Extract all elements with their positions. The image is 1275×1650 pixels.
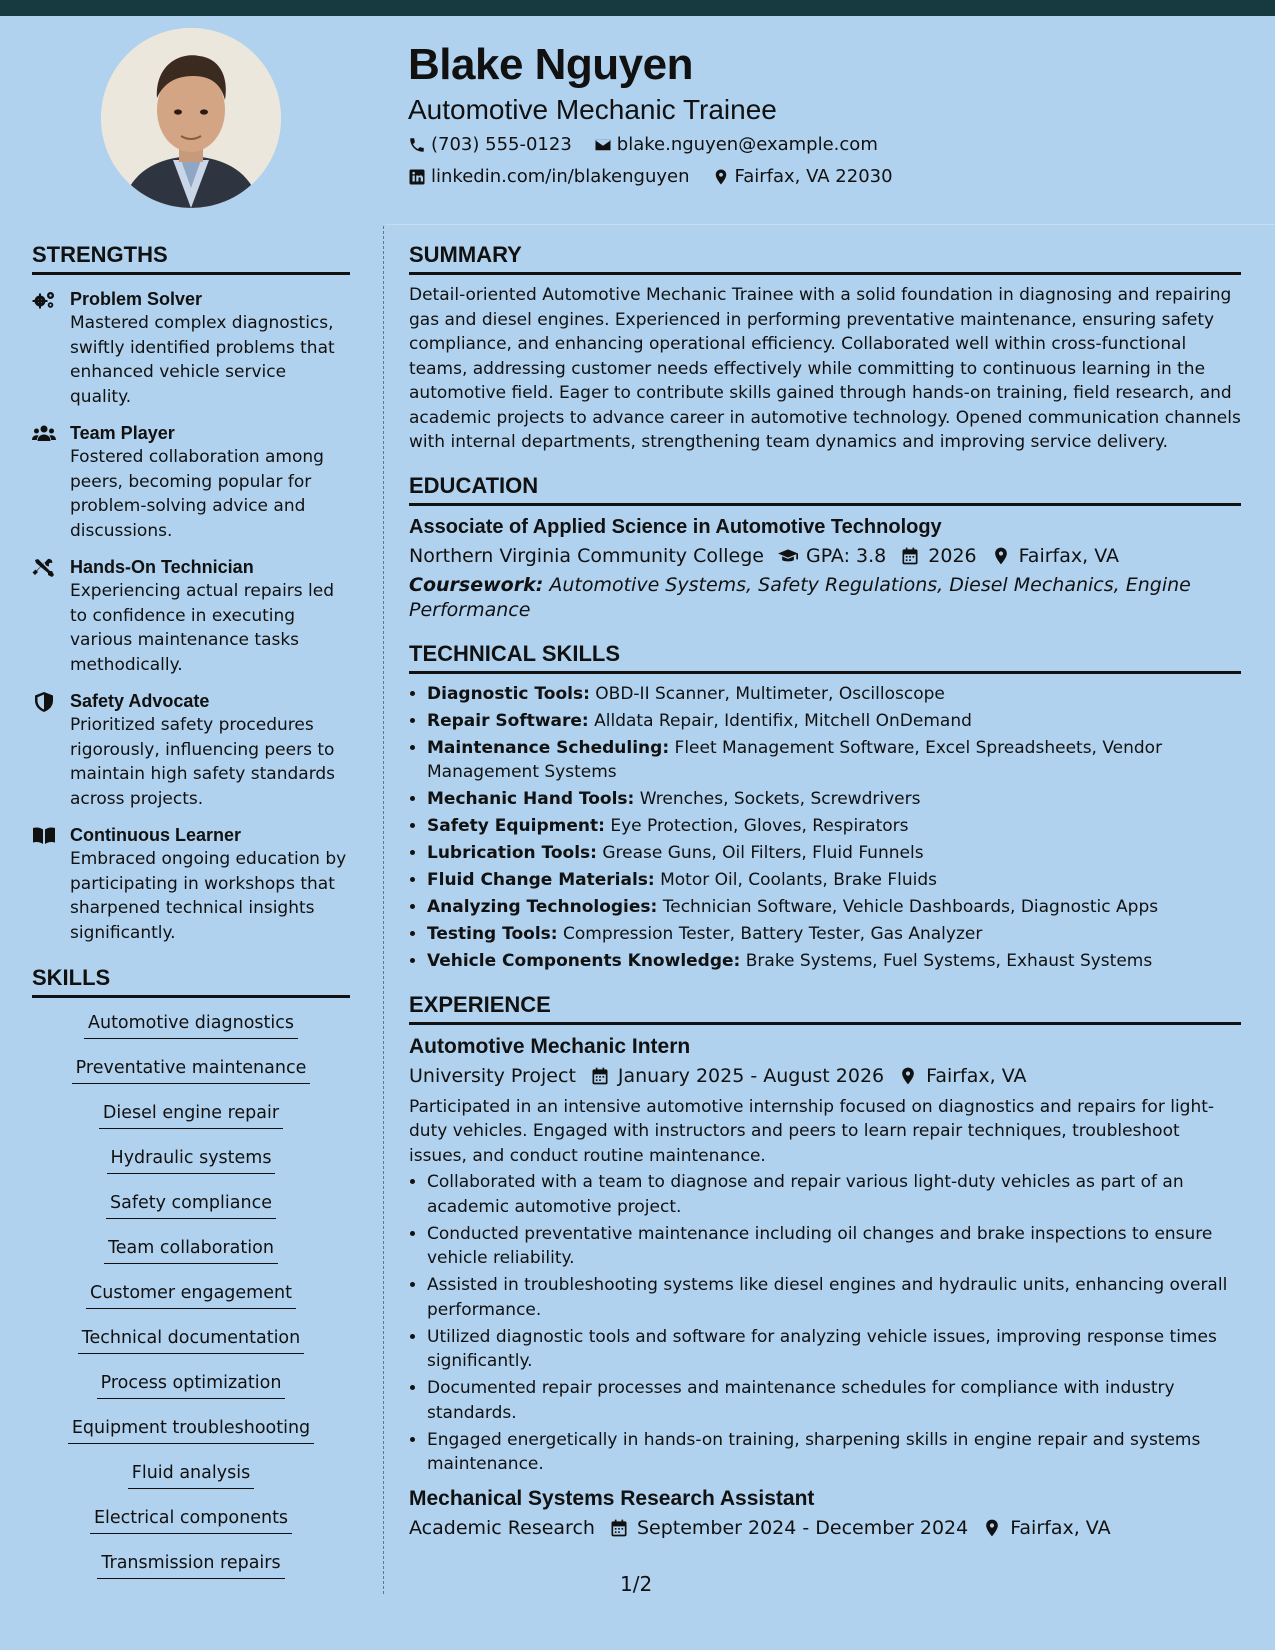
strength-desc: Prioritized safety procedures rigorously, influencing peers to maintain high safety standards across projects.: [70, 715, 336, 809]
column-divider: [383, 226, 384, 1594]
calendar-icon: [590, 1066, 610, 1086]
strength-desc: Experiencing actual repairs led to confidence in executing various maintenance tasks methodically.: [70, 581, 335, 675]
strength-desc: Fostered collaboration among peers, becoming popular for problem-solving advice and discussions.: [70, 447, 324, 541]
users-icon: [32, 424, 56, 444]
job-org: University Project: [409, 1064, 576, 1087]
summary-text: Detail-oriented Automotive Mechanic Trainee with a solid foundation in diagnosing and repairing gas and diesel engines. Experienced in performing preventative maintenance, ensuring safety compliance, and enhancing operational efficiency. Collaborated well within cross-functional teams, addressing customer needs effectively while committing to continuous learning in the automotive field. Eager to contribute skills gained through hands-on training, field research, and academic projects to advance career in automotive technology. Opened communication channels with internal departments, strengthening team dynamics and improving service delivery.: [409, 285, 1241, 452]
skill-item: Fluid analysis: [128, 1460, 254, 1489]
tech-skill-value: Fleet Management Software, Excel Spreadsheets, Vendor Management Systems: [427, 737, 1163, 782]
email-text: blake.nguyen@example.com: [616, 134, 878, 155]
strength-item: [32, 689, 350, 811]
tech-skill-value: Grease Guns, Oil Filters, Fluid Funnels: [602, 843, 924, 863]
school-name: Northern Virginia Community College: [409, 544, 764, 567]
calendar-icon: [900, 546, 920, 566]
tech-skill-item: [427, 787, 1241, 812]
job-bullet: • Engaged energetically in hands-on training, sharpening skills in engine repair and systems maintenance.: [427, 1428, 1241, 1477]
job-org: Academic Research: [409, 1516, 595, 1539]
tech-skill-label: Testing Tools:: [427, 924, 558, 944]
location-text: Fairfax, VA 22030: [734, 166, 893, 187]
strength-item: [32, 823, 350, 945]
job-title: Mechanical Systems Research Assistant: [409, 1486, 815, 1510]
map-pin-icon: [712, 168, 730, 186]
tech-skill-label: Vehicle Components Knowledge:: [427, 951, 741, 971]
education-meta: [409, 545, 1241, 567]
skill-item: Technical documentation: [78, 1325, 304, 1354]
tech-skill-item: [427, 814, 1241, 839]
tech-skill-value: Wrenches, Sockets, Screwdrivers: [639, 789, 921, 809]
linkedin-icon: [408, 168, 426, 186]
header-divider: [385, 224, 1275, 225]
linkedin-contact[interactable]: [408, 166, 690, 187]
technical-skills-heading: TECHNICAL SKILLS: [409, 641, 1241, 674]
job-dates: January 2025 - August 2026: [617, 1064, 885, 1087]
page-number: 1/2: [620, 1572, 653, 1596]
left-column: [32, 242, 350, 1595]
coursework: [409, 573, 1241, 623]
job-bullet: • Collaborated with a team to diagnose and repair various light-duty vehicles as part of an academic automotive project.: [427, 1170, 1241, 1219]
gears-icon: [32, 290, 56, 310]
tech-skill-value: Brake Systems, Fuel Systems, Exhaust Systems: [745, 951, 1153, 971]
strength-desc: Mastered complex diagnostics, swiftly identified problems that enhanced vehicle service quality.: [70, 313, 335, 407]
coursework-text: Automotive Systems, Safety Regulations, Diesel Mechanics, Engine Performance: [409, 573, 1191, 621]
tech-skill-label: Diagnostic Tools:: [427, 683, 590, 704]
job-bullet: • Assisted in troubleshooting systems like diesel engines and hydraulic units, enhancing overall performance.: [427, 1273, 1241, 1322]
job-bullets: [409, 1170, 1241, 1477]
tools-icon: [32, 558, 56, 578]
tech-skill-label: Fluid Change Materials:: [427, 870, 655, 890]
strength-title: Safety Advocate: [70, 691, 210, 711]
skill-item: Safety compliance: [106, 1190, 276, 1219]
skills-list: [32, 1010, 350, 1595]
education-heading: EDUCATION: [409, 473, 1241, 506]
job-location: Fairfax, VA: [926, 1064, 1027, 1087]
job-bullet: • Utilized diagnostic tools and software for analyzing vehicle issues, improving response times significantly.: [427, 1325, 1241, 1374]
tech-skill-value: Motor Oil, Coolants, Brake Fluids: [660, 870, 938, 890]
top-bar: [0, 0, 1275, 16]
envelope-icon: [594, 136, 612, 154]
phone-text: (703) 555-0123: [431, 134, 572, 155]
skill-item: Process optimization: [97, 1370, 286, 1399]
education-location: Fairfax, VA: [1018, 544, 1119, 567]
tech-skill-value: Eye Protection, Gloves, Respirators: [610, 816, 909, 836]
skill-item: Equipment troubleshooting: [68, 1415, 314, 1444]
technical-skills-list: [409, 682, 1241, 974]
job-meta: [409, 1065, 1241, 1087]
tech-skill-item: [427, 682, 1241, 707]
map-pin-icon: [898, 1066, 918, 1086]
contact-row-2: [408, 166, 909, 187]
candidate-name: Blake Nguyen: [408, 40, 693, 89]
graduation-year: 2026: [928, 544, 977, 567]
skill-item: Electrical components: [90, 1505, 292, 1534]
tech-skill-value: Alldata Repair, Identifix, Mitchell OnDemand: [594, 710, 972, 731]
strength-title: Hands-On Technician: [70, 557, 254, 577]
strength-title: Continuous Learner: [70, 825, 242, 845]
skill-item: Preventative maintenance: [72, 1055, 311, 1084]
tech-skill-label: Mechanic Hand Tools:: [427, 789, 635, 809]
tech-skill-label: Maintenance Scheduling:: [427, 737, 670, 758]
strength-item: [32, 421, 350, 543]
phone-icon: [408, 136, 426, 154]
profile-photo: [101, 28, 281, 208]
coursework-label: Coursework:: [409, 573, 544, 596]
graduation-cap-icon: [778, 546, 798, 566]
experience-heading: EXPERIENCE: [409, 992, 1241, 1025]
tech-skill-label: Safety Equipment:: [427, 816, 605, 836]
job-description: Participated in an intensive automotive internship focused on diagnostics and repairs for light-duty vehicles. Engaged with instructors and peers to learn repair techniques, troubleshoot issues, and conduct routine maintenance.: [409, 1096, 1215, 1166]
map-pin-icon: [982, 1518, 1002, 1538]
tech-skill-value: OBD-II Scanner, Multimeter, Oscilloscope: [595, 683, 945, 704]
candidate-role: Automotive Mechanic Trainee: [408, 94, 777, 125]
strength-title: Team Player: [70, 423, 175, 443]
tech-skill-item: [427, 895, 1241, 920]
location-contact: [712, 166, 893, 187]
shield-icon: [32, 692, 56, 712]
phone-contact[interactable]: [408, 134, 572, 155]
tech-skill-label: Lubrication Tools:: [427, 843, 597, 863]
email-contact[interactable]: [594, 134, 878, 155]
skill-item: Customer engagement: [86, 1280, 296, 1309]
skill-item: Automotive diagnostics: [84, 1010, 298, 1039]
tech-skill-label: Repair Software:: [427, 710, 589, 731]
job-location: Fairfax, VA: [1010, 1516, 1111, 1539]
linkedin-text: linkedin.com/in/blakenguyen: [431, 166, 690, 187]
job-dates: September 2024 - December 2024: [636, 1516, 969, 1539]
calendar-icon: [609, 1518, 629, 1538]
skill-item: Diesel engine repair: [99, 1100, 283, 1129]
degree-title: Associate of Applied Science in Automotive Technology: [409, 515, 942, 538]
tech-skill-item: [427, 841, 1241, 866]
skills-heading: SKILLS: [32, 965, 350, 998]
job-bullet: • Documented repair processes and maintenance schedules for compliance with industry standards.: [427, 1376, 1241, 1425]
skill-item: Transmission repairs: [97, 1550, 284, 1579]
job-bullet: • Conducted preventative maintenance including oil changes and brake inspections to ensure vehicle reliability.: [427, 1222, 1241, 1271]
tech-skill-item: [427, 709, 1241, 734]
tech-skill-value: Technician Software, Vehicle Dashboards, Diagnostic Apps: [662, 897, 1159, 917]
skill-item: Team collaboration: [104, 1235, 278, 1264]
skill-item: Hydraulic systems: [107, 1145, 276, 1174]
tech-skill-item: [427, 868, 1241, 893]
tech-skill-value: Compression Tester, Battery Tester, Gas Analyzer: [562, 924, 983, 944]
contact-row-1: [408, 134, 894, 155]
job-title: Automotive Mechanic Intern: [409, 1034, 691, 1058]
tech-skill-item: [427, 949, 1241, 974]
strengths-heading: STRENGTHS: [32, 242, 350, 275]
strength-item: [32, 555, 350, 677]
summary-heading: SUMMARY: [409, 242, 1241, 275]
right-column: [409, 242, 1241, 1539]
tech-skill-item: [427, 922, 1241, 947]
book-icon: [32, 826, 56, 846]
strength-item: [32, 287, 350, 409]
job-meta: [409, 1517, 1241, 1539]
tech-skill-label: Analyzing Technologies:: [427, 897, 658, 917]
gpa-text: GPA: 3.8: [805, 544, 887, 567]
map-pin-icon: [991, 546, 1011, 566]
strength-title: Problem Solver: [70, 289, 203, 309]
strength-desc: Embraced ongoing education by participating in workshops that sharpened technical insights significantly.: [70, 849, 347, 943]
tech-skill-item: [427, 736, 1241, 785]
